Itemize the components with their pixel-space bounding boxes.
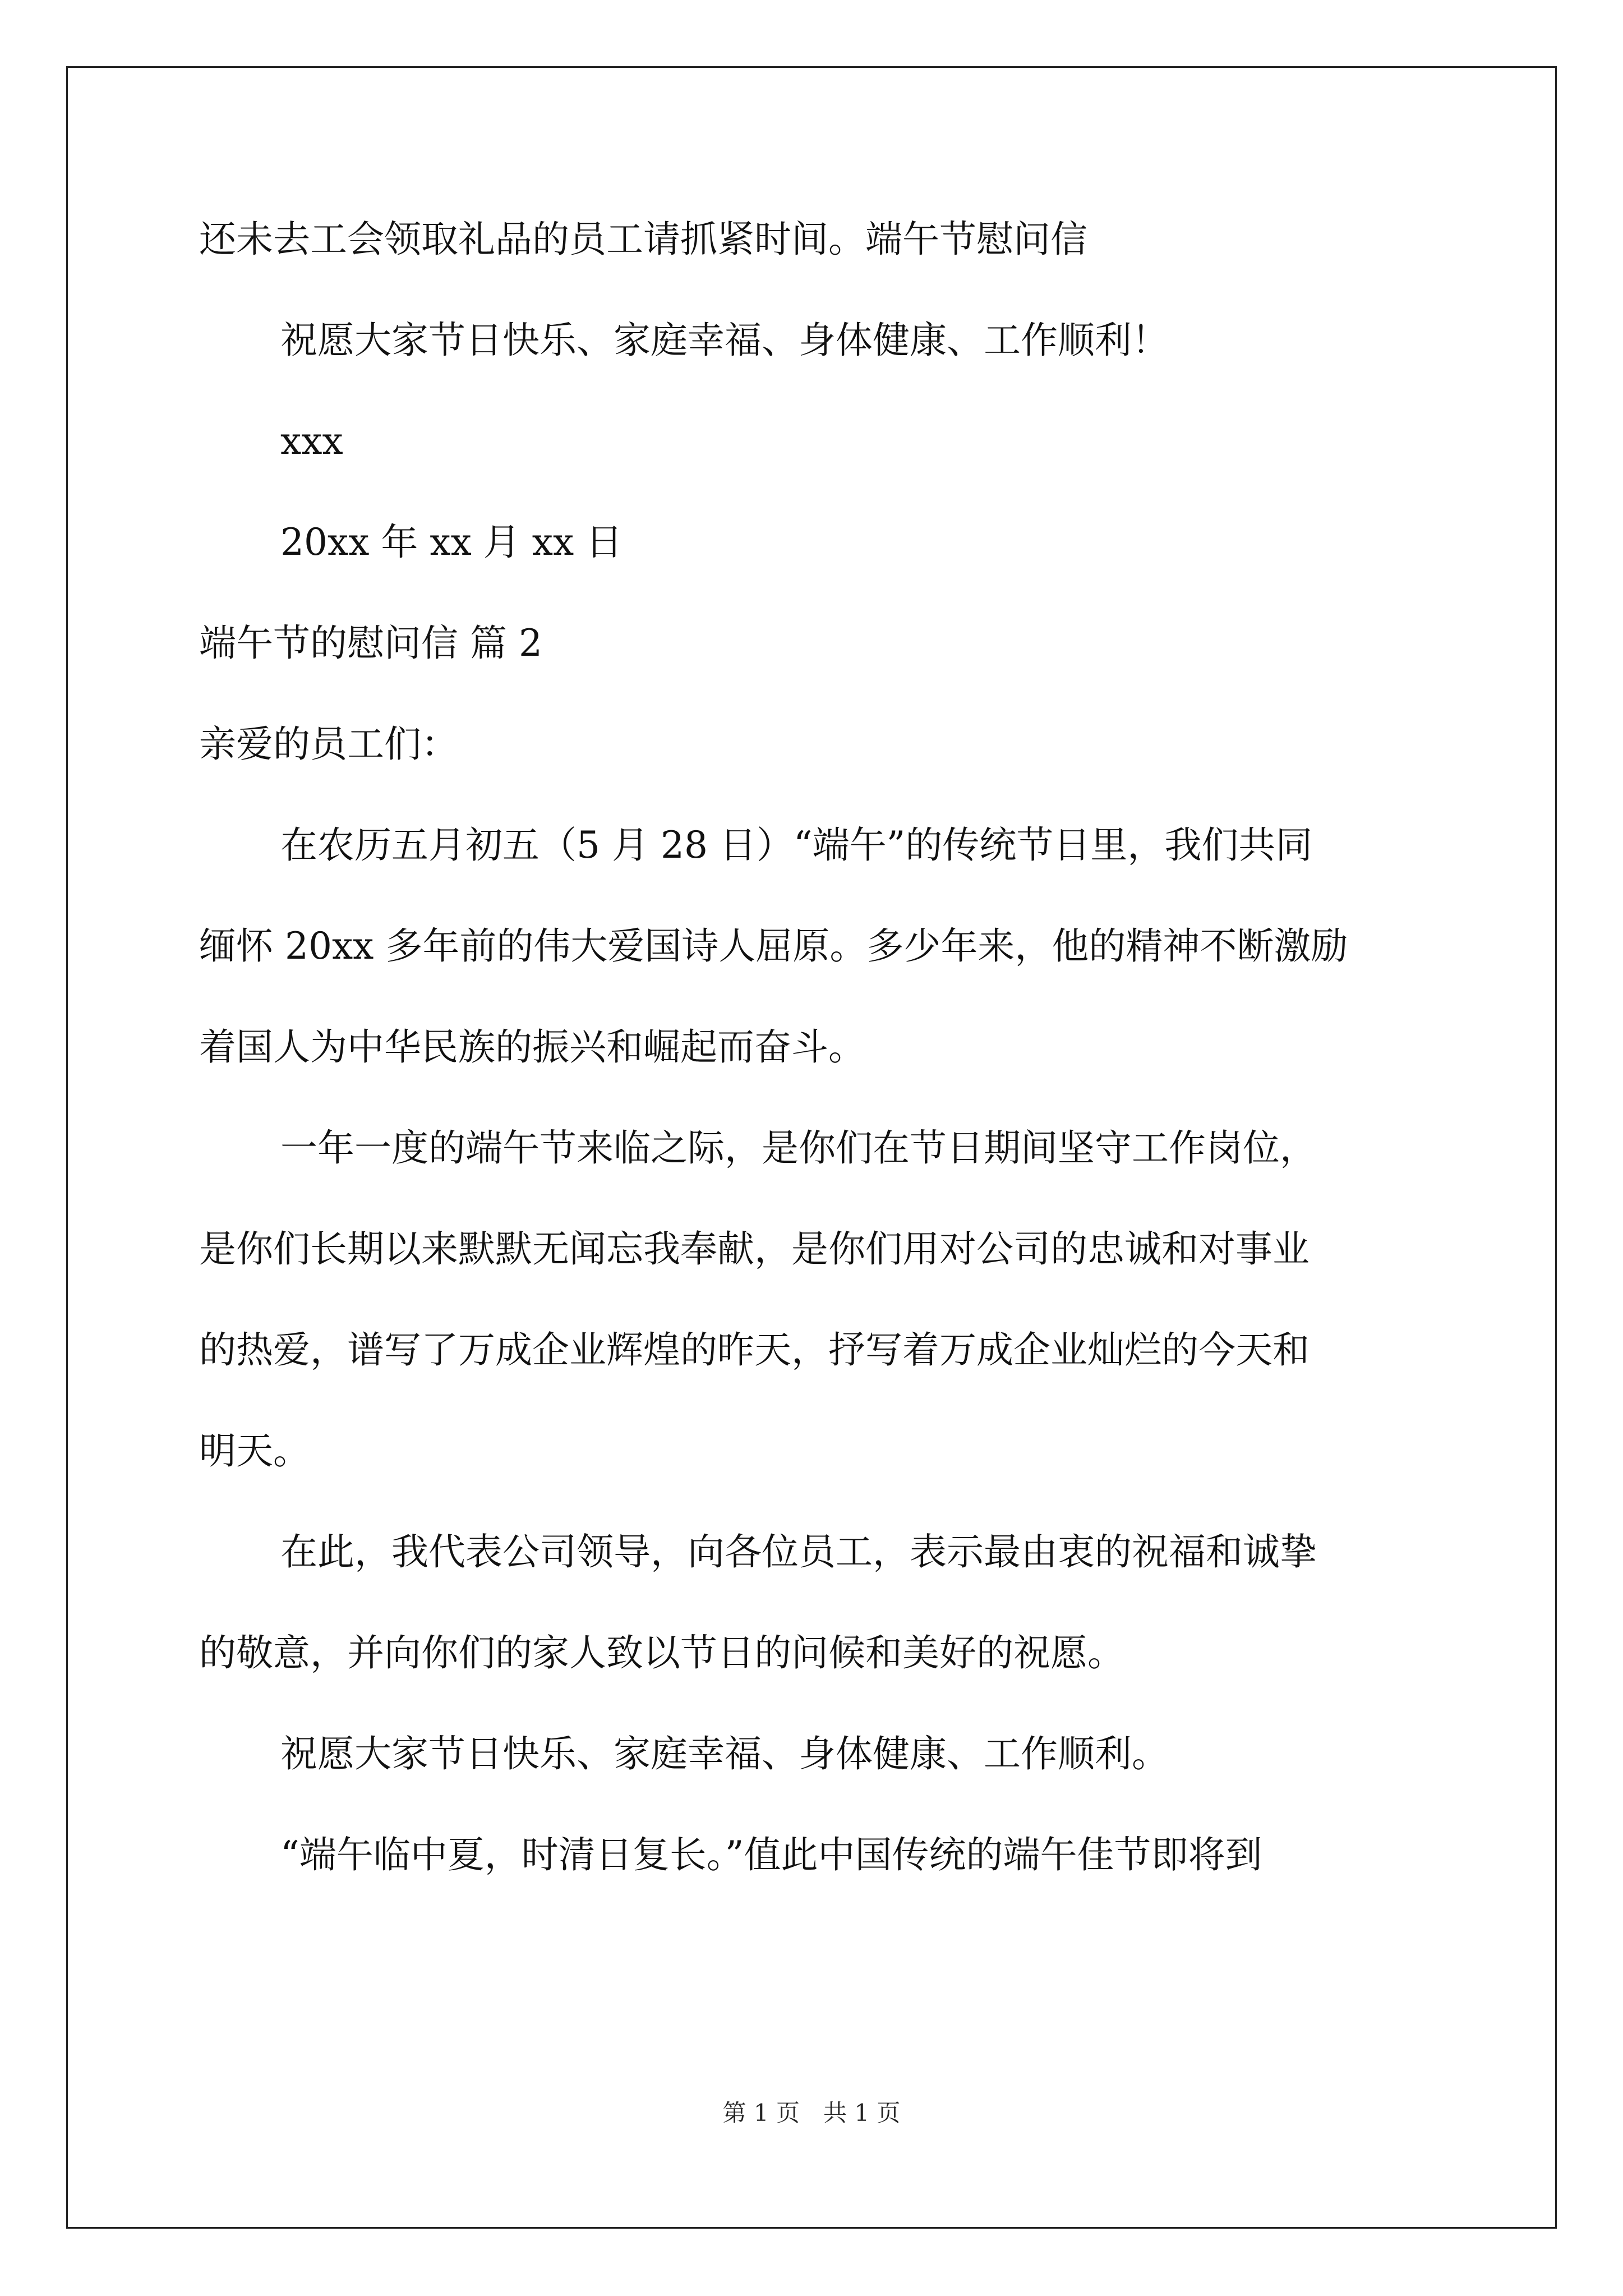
paragraph-line: 的热爱，谱写了万成企业辉煌的昨天，抒写着万成企业灿烂的今天和: [199, 1328, 1310, 1372]
paragraph-line: 在农历五月初五（5 月 28 日）“端午”的传统节日里，我们共同: [280, 823, 1313, 867]
paragraph-line: “端午临中夏，时清日复长。”值此中国传统的端午佳节即将到: [280, 1833, 1262, 1876]
signature-name: xxx: [280, 420, 343, 463]
paragraph-line: 缅怀 20xx 多年前的伟大爱国诗人屈原。多少年来，他的精神不断激励: [199, 924, 1348, 968]
paragraph-line: 明天。: [199, 1429, 310, 1473]
date-line: 20xx 年 xx 月 xx 日: [280, 521, 623, 564]
paragraph-line: 祝愿大家节日快乐、家庭幸福、身体健康、工作顺利！: [280, 319, 1169, 362]
paragraph-line: 是你们长期以来默默无闻忘我奉献，是你们用对公司的忠诚和对事业: [199, 1227, 1310, 1271]
salutation: 亲爱的员工们：: [199, 723, 458, 766]
paragraph-line: 着国人为中华民族的振兴和崛起而奋斗。: [199, 1025, 865, 1069]
paragraph-line: 一年一度的端午节来临之际，是你们在节日期间坚守工作岗位，: [280, 1126, 1317, 1170]
paragraph-line: 还未去工会领取礼品的员工请抓紧时间。端午节慰问信: [199, 218, 1087, 261]
paragraph-line: 在此，我代表公司领导，向各位员工，表示最由衷的祝福和诚挚: [280, 1530, 1317, 1573]
paragraph-line: 祝愿大家节日快乐、家庭幸福、身体健康、工作顺利。: [280, 1732, 1169, 1775]
paragraph-line: 的敬意，并向你们的家人致以节日的问候和美好的祝愿。: [199, 1631, 1124, 1674]
section-heading: 端午节的慰问信 篇 2: [199, 622, 542, 665]
page-footer: 第 1 页 共 1 页: [722, 2099, 901, 2127]
